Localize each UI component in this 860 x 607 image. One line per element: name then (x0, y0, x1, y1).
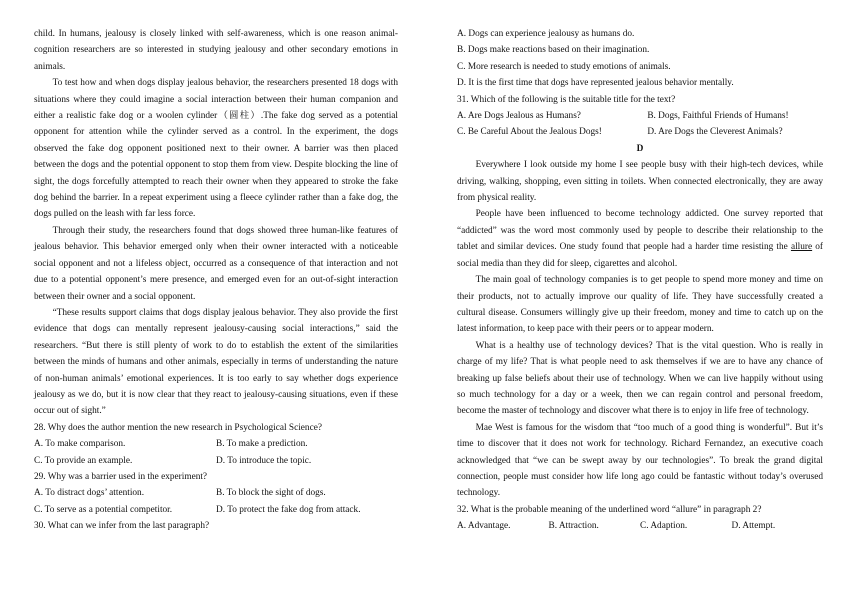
paragraph: child. In humans, jealousy is closely linked with self-awareness, which is one reason animal-cognition researchers are so interested in studying jealousy and other secondary emotions in animals. (34, 29, 398, 72)
question-29-options (34, 502, 398, 518)
underlined-word: allure (790, 242, 813, 253)
paragraph-text: People have been influenced to become technology addicted. One survey reported that “addicted” was the word most commonly used by people to describe their relationship to the tablet and similar devices. One study found that people had a harder time resisting the (457, 209, 823, 253)
question-32-options (457, 518, 823, 534)
question-28: 28. Why does the author mention the new research in Psychological Science? (34, 422, 322, 433)
option: A. Are Dogs Jealous as Humans? (457, 111, 581, 122)
question-29: 29. Why was a barrier used in the experiment? (34, 471, 208, 482)
option: D. Are Dogs the Cleverest Animals? (647, 127, 783, 138)
option: C. Adaption. (640, 521, 688, 532)
right-column (457, 26, 823, 535)
paragraph: Everywhere I look outside my home I see people busy with their high-tech devices, while driving, walking, shopping, even sitting in toilets. When connected electronically, they are away from physical reality. (457, 160, 823, 204)
option: A. Dogs can experience jealousy as humans do. (457, 29, 635, 39)
paragraph: “These results support claims that dogs display jealous behavior. They also provide the first evidence that dogs can mentally represent jealousy-causing social interactions,” said the researchers. “But there is still plenty of work to do to establish the extent of the similarities between the minds of humans and other animals, especially in terms of understanding the nature of non-human animals’ emotional experiences. It is too early to say whether dogs experience jealousy as we do, but it is now clear that they react to jealousy-causing situations, even if these occur out of sight.” (34, 307, 398, 417)
section-heading: D (636, 143, 644, 154)
paragraph: The main goal of technology companies is to get people to spend more money and time on their products, not to actually improve our quality of life. They have successfully created a cultural disease. Consumers willingly give up their freedom, money and time to catch up on the latest information, to keep pace with their peers or to appear modern. (457, 275, 823, 335)
option: C. To serve as a potential competitor. (34, 504, 173, 515)
option: D. To introduce the topic. (216, 455, 312, 466)
paragraph: What is a healthy use of technology devices? That is the vital question. Who is really in charge of my life? That is what people need to ask themselves if we are to have any chance of breaking up false beliefs about their use of technology. When we can live happily without using so much technology for a day or a week, then we can regain control and personal freedom, become the master of technology and discover what there is to enjoy in life free of technology. (457, 340, 823, 417)
option: B. Dogs make reactions based on their imagination. (457, 45, 650, 56)
paragraph: Through their study, the researchers found that dogs showed three human-like features of jealous behavior. This behavior emerged only when their owner interacted with a noticeable social opponent and not a lifeless object, occurred as a consequence of that interaction and not due to a potential opponent’s mere presence, and emerged even for an out-of-sight interaction between their owner and a social opponent. (34, 225, 398, 302)
option: B. Dogs, Faithful Friends of Humans! (647, 111, 789, 122)
paragraph: To test how and when dogs display jealous behavior, the researchers presented 18 dogs with situations where they could imagine a social interaction between their human companion and either a realistic fake dog or a woolen cylinder（圆柱）.The fake dog served as a potential opponent for attention while the cylinder served as a control. In the experiment, the dogs observed the fake dog opponent positioned next to their owner. A barrier was then placed between the dogs and the potential opponent to stop them from view. Despite blocking the line of sight, the dogs forcefully attempted to reach their owner when they appeared to stroke the fake dog behind the barrier. In a repeat experiment using a fleece cylinder rather than a fake dog, the dogs pulled on the leash with far less force. (34, 78, 398, 220)
option: D. Attempt. (731, 521, 776, 532)
question-28-options (34, 453, 398, 469)
paragraph (457, 206, 823, 272)
question-29-options (34, 485, 398, 501)
left-column (34, 26, 398, 535)
option: B. To make a prediction. (216, 439, 308, 450)
option: A. To distract dogs’ attention. (34, 488, 145, 499)
option: D. It is the first time that dogs have represented jealous behavior mentally. (457, 78, 734, 89)
question-32: 32. What is the probable meaning of the underlined word “allure” in paragraph 2? (457, 504, 762, 515)
option: D. To protect the fake dog from attack. (216, 504, 361, 515)
question-31: 31. Which of the following is the suitable title for the text? (457, 94, 676, 105)
option: B. To block the sight of dogs. (216, 488, 326, 499)
option: A. To make comparison. (34, 439, 126, 450)
option: C. Be Careful About the Jealous Dogs! (457, 127, 602, 138)
paragraph: Mae West is famous for the wisdom that “too much of a good thing is wonderful”. But it’s time to discover that it does not work for technology. Richard Fernandez, an executive coach acknowledged that “we can be swept away by our technologies”. To break the grand digital connection, people must consider how life long ago could be fantastic without today’s overused technology. (457, 422, 823, 499)
option: A. Advantage. (457, 521, 511, 532)
question-28-options (34, 436, 398, 452)
question-30: 30. What can we infer from the last paragraph? (34, 521, 210, 532)
question-31-options (457, 124, 823, 140)
question-31-options (457, 108, 823, 124)
option: B. Attraction. (548, 521, 599, 532)
option: C. More research is needed to study emotions of animals. (457, 61, 671, 72)
option: C. To provide an example. (34, 455, 133, 466)
paragraph-text: of social media than they did for sleep, cigarettes and alcohol. (457, 242, 823, 269)
